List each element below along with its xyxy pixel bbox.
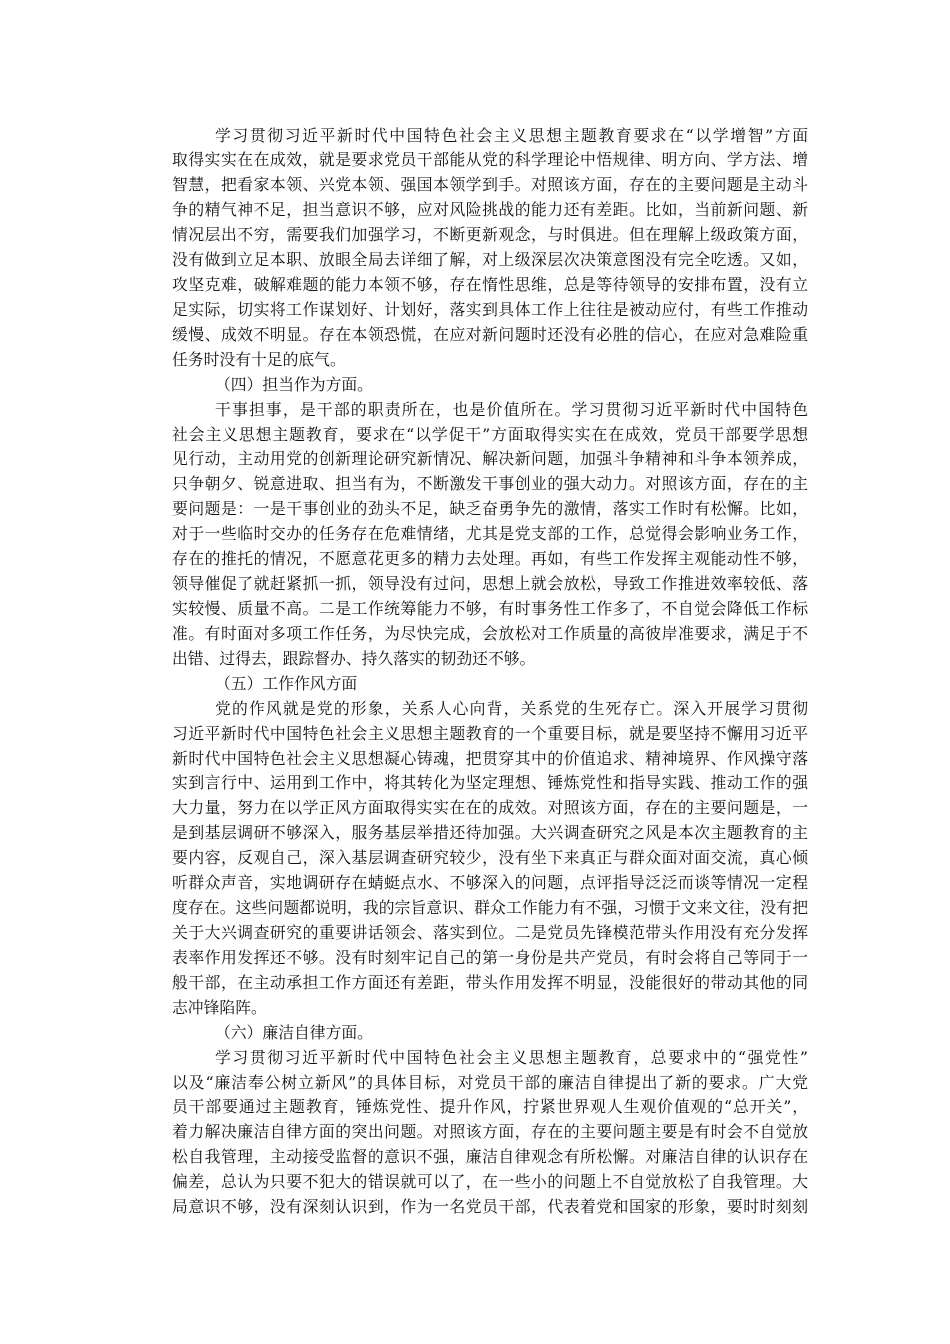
- text-line: 般干部，在主动承担工作方面还有差距，带头作用发挥不明显，没能很好的带动其他的同: [172, 972, 808, 992]
- text-line: 存在的推托的情况，不愿意花更多的精力去处理。再如，有些工作发挥主观能动性不够，: [172, 549, 808, 569]
- text-line: 干事担事，是干部的职责所在，也是价值所在。学习贯彻习近平新时代中国特色: [215, 399, 808, 419]
- text-line: 社会主义思想主题教育，要求在“以学促干”方面取得实实在在成效，党员干部要学思想: [172, 424, 808, 444]
- text-line: 听群众声音，实地调研存在蜻蜓点水、不够深入的问题，点评指导泛泛而谈等情况一定程: [172, 873, 808, 893]
- text-line: 要问题是：一是干事创业的劲头不足，缺乏奋勇争先的激情，落实工作时有松懈。比如，: [172, 499, 808, 519]
- text-line: 准。有时面对多项工作任务，为尽快完成，会放松对工作质量的高彼岸准要求，满足于不: [172, 623, 808, 643]
- text-line: 取得实实在在成效，就是要求党员干部能从党的科学理论中悟规律、明方向、学方法、增: [172, 150, 808, 170]
- text-line: 表率作用发挥还不够。没有时刻牢记自己的第一身份是共产党员，有时会将自己等同于一: [172, 947, 808, 967]
- paragraph: [172, 697, 808, 1021]
- text-line: 学习贯彻习近平新时代中国特色社会主义思想主题教育，总要求中的“强党性”: [215, 1047, 808, 1067]
- text-line: 习近平新时代中国特色社会主义思想主题教育的一个重要目标，就是要坚持不懈用习近平: [172, 723, 808, 743]
- text-line: 是到基层调研不够深入，服务基层举措还待加强。大兴调查研究之风是本次主题教育的主: [172, 823, 808, 843]
- text-line: 领导催促了就赶紧抓一抓，领导没有过问，思想上就会放松，导致工作推进效率较低、落: [172, 574, 808, 594]
- text-line: 缓慢、成效不明显。存在本领恐慌，在应对新问题时还没有必胜的信心，在应对急难险重: [172, 324, 808, 344]
- text-line: 新时代中国特色社会主义思想凝心铸魂，把贯穿其中的价值追求、精神境界、作风操守落: [172, 748, 808, 768]
- text-line: 只争朝夕、锐意进取、担当有为，不断激发干事创业的强大动力。对照该方面，存在的主: [172, 474, 808, 494]
- text-line: 实到言行中、运用到工作中，将其转化为坚定理想、锤炼党性和指导实践、推动工作的强: [172, 773, 808, 793]
- text-line: 度存在。这些问题都说明，我的宗旨意识、群众工作能力有不强，习惯于文来文往，没有把: [172, 898, 808, 918]
- text-line: 出错、过得去，跟踪督办、持久落实的韧劲还不够。: [172, 648, 536, 668]
- text-line: 智慧，把看家本领、兴党本领、强国本领学到手。对照该方面，存在的主要问题是主动斗: [172, 175, 808, 195]
- text-line: 党的作风就是党的形象，关系人心向背，关系党的生死存亡。深入开展学习贯彻: [215, 698, 808, 718]
- section-heading: （五）工作作风方面: [215, 673, 358, 693]
- text-line: 足实际，切实将工作谋划好、计划好，落实到具体工作上往往是被动应付，有些工作推动: [172, 299, 808, 319]
- section-heading: （四）担当作为方面。: [215, 374, 373, 394]
- paragraph: [172, 124, 808, 373]
- document-body: [172, 124, 808, 1221]
- text-line: 攻坚克难，破解难题的能力本领不够，存在惰性思维，总是等待领导的安排布置，没有立: [172, 275, 808, 295]
- text-line: 情况层出不穷，需要我们加强学习，不断更新观念，与时俱进。但在理解上级政策方面，: [172, 225, 808, 245]
- text-line: 员干部要通过主题教育，锤炼党性、提升作风，拧紧世界观人生观价值观的“总开关”，: [172, 1097, 808, 1117]
- text-line: 争的精气神不足，担当意识不够，应对风险挑战的能力还有差距。比如，当前新问题、新: [172, 200, 808, 220]
- text-line: 关于大兴调查研究的重要讲话领会、落实到位。二是党员先锋模范带头作用没有充分发挥: [172, 923, 808, 942]
- text-line: 对于一些临时交办的任务存在危难情绪，尤其是党支部的工作，总觉得会影响业务工作，: [172, 524, 808, 544]
- paragraph: [172, 398, 808, 672]
- text-line: 见行动，主动用党的创新理论研究新情况、解决新问题，加强斗争精神和斗争本领养成，: [172, 449, 808, 469]
- text-line: 松自我管理，主动接受监督的意识不强，廉洁自律观念有所松懈。对廉洁自律的认识存在: [172, 1147, 808, 1167]
- text-line: 任务时没有十足的底气。: [172, 349, 346, 369]
- paragraph: [172, 1046, 808, 1220]
- text-line: 志冲锋陷阵。: [172, 997, 267, 1017]
- text-line: 实较慢、质量不高。二是工作统筹能力不够，有时事务性工作多了，不自觉会降低工作标: [172, 599, 808, 619]
- text-line: 学习贯彻习近平新时代中国特色社会主义思想主题教育要求在“以学增智”方面: [215, 125, 808, 145]
- text-line: 局意识不够，没有深刻认识到，作为一名党员干部，代表着党和国家的形象，要时时刻刻: [172, 1197, 808, 1217]
- text-line: 着力解决廉洁自律方面的突出问题。对照该方面，存在的主要问题主要是有时会不自觉放: [172, 1122, 808, 1142]
- section-heading: （六）廉洁自律方面。: [215, 1022, 373, 1042]
- text-line: 偏差，总认为只要不犯大的错误就可以了，在一些小的问题上不自觉放松了自我管理。大: [172, 1172, 808, 1192]
- text-line: 以及“廉洁奉公树立新风”的具体目标，对党员干部的廉洁自律提出了新的要求。广大党: [172, 1072, 808, 1092]
- text-line: 大力量，努力在以学正风方面取得实实在在的成效。对照该方面，存在的主要问题是，一: [172, 798, 808, 818]
- text-line: 要内容，反观自己，深入基层调查研究较少，没有坐下来真正与群众面对面交流，真心倾: [172, 848, 808, 868]
- text-line: 没有做到立足本职、放眼全局去详细了解，对上级深层次决策意图没有完全吃透。又如，: [172, 250, 808, 270]
